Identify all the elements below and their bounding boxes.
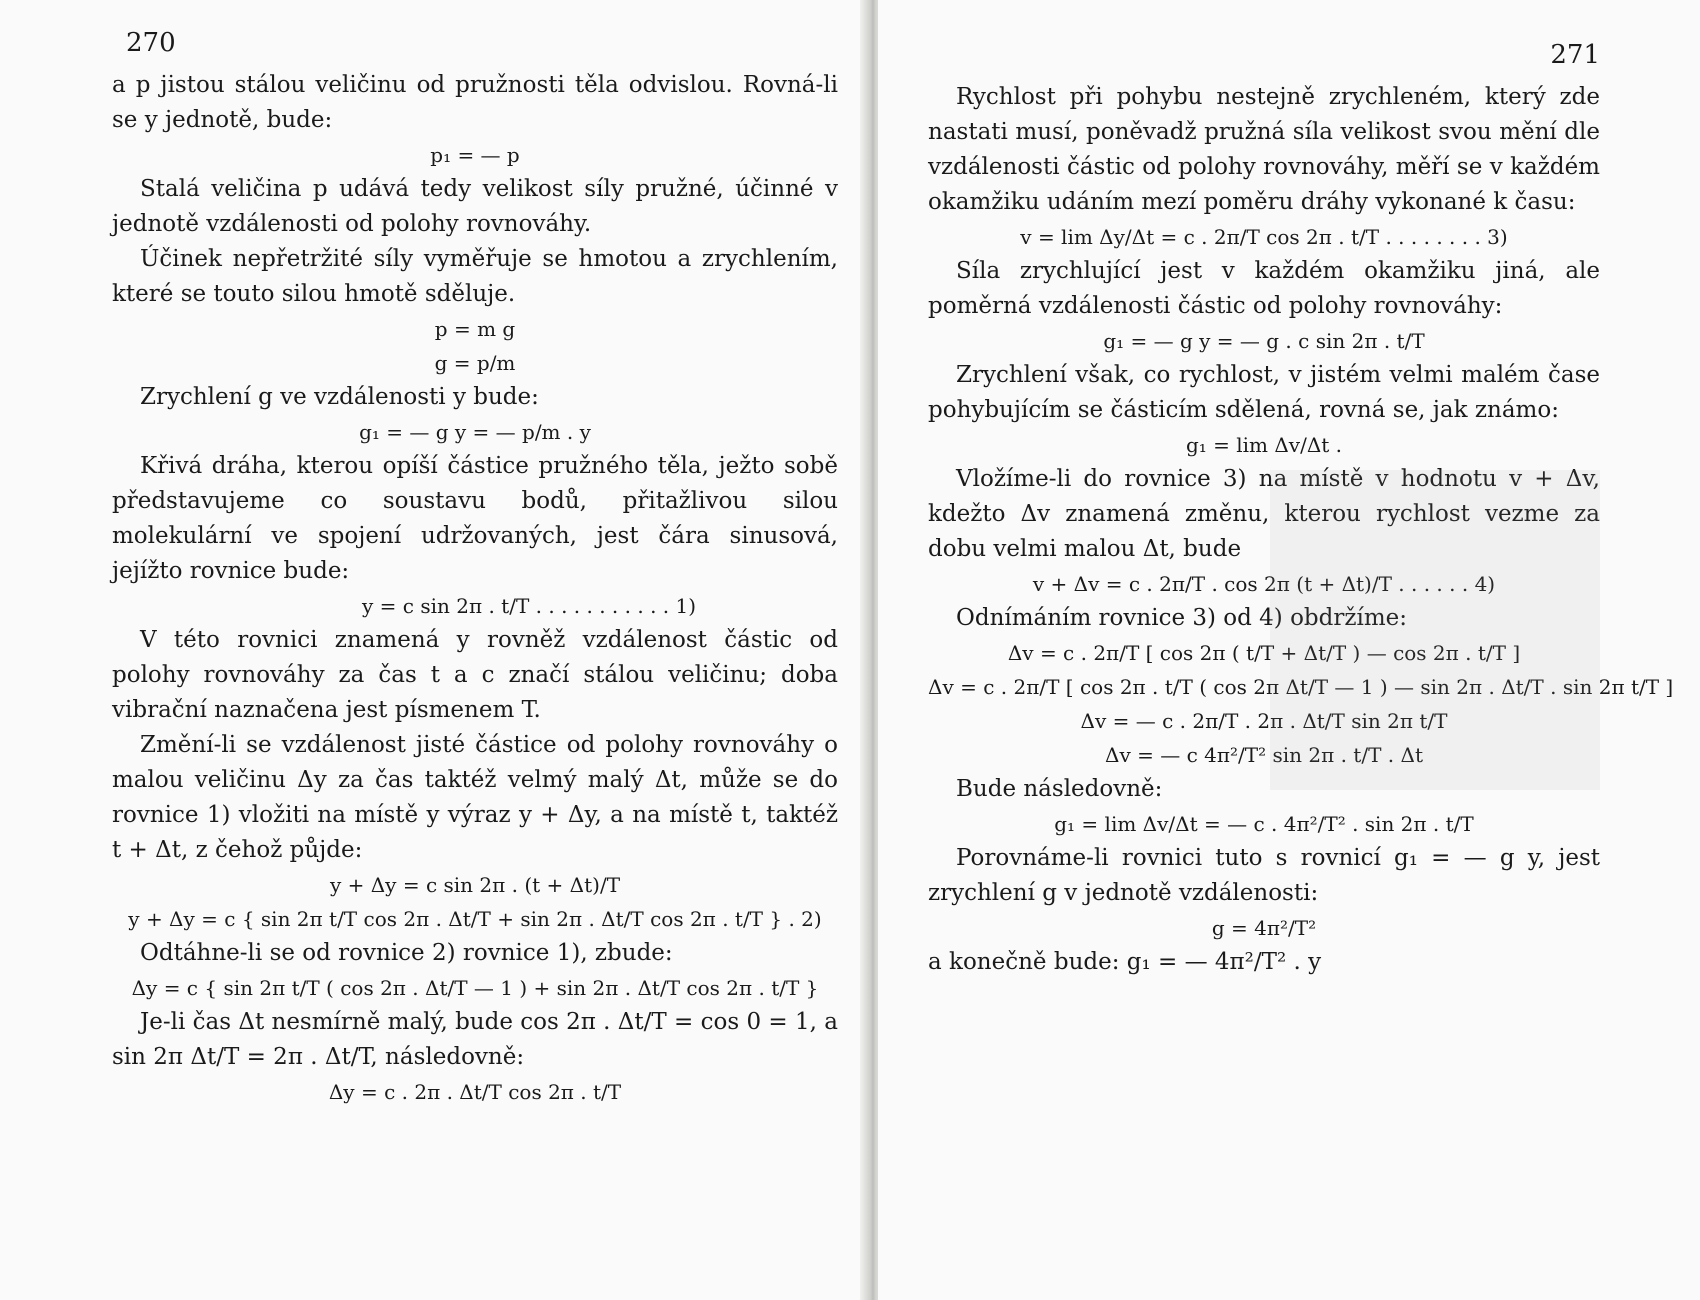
- equation: g₁ = — g y = — g . c sin 2π . t/T: [1103, 329, 1425, 353]
- equation: Δy = c . 2π . Δt/T cos 2π . t/T: [328, 1080, 622, 1104]
- paragraph: a konečně bude: g₁ = — 4π²/T² . y: [928, 949, 1322, 975]
- paragraph: Je-li čas Δt nesmírně malý, bude cos 2π . Δt/T = cos 0 = 1, a sin 2π Δt/T = 2π . Δt/T, následovně:: [112, 1009, 838, 1070]
- paragraph: Křivá dráha, kterou opíší částice pružného těla, ježto sobě představujeme co soustavu bodů, přitažlivou silou molekulární ve spojení udržovaných, jest čára sinusová, jejížto rovnice bude:: [112, 453, 838, 584]
- paragraph: Zrychlení g ve vzdálenosti y bude:: [140, 384, 539, 410]
- equation: Δv = c . 2π/T [ cos 2π . t/T ( cos 2π Δt/T — 1 ) — sin 2π . Δt/T . sin 2π t/T ]: [928, 675, 1674, 699]
- equation: Δv = c . 2π/T [ cos 2π ( t/T + Δt/T ) — cos 2π . t/T ]: [1007, 641, 1521, 665]
- equation: Δy = c { sin 2π t/T ( cos 2π . Δt/T — 1 ) + sin 2π . Δt/T cos 2π . t/T }: [131, 976, 819, 1000]
- equation: g₁ = lim Δv/Δt .: [1185, 433, 1343, 457]
- equation: y + Δy = c sin 2π . (t + Δt)/T: [329, 873, 621, 897]
- page-body: [112, 68, 838, 1109]
- page-discoloration: [1270, 470, 1600, 790]
- paragraph: a p jistou stálou veličinu od pružnosti těla odvislou. Rovná-li se y jednotě, bude:: [112, 72, 838, 133]
- paragraph: Stalá veličina p udává tedy velikost síly pružné, účinné v jednotě vzdálenosti od polohy rovnováhy.: [112, 176, 838, 237]
- paragraph: Zrychlení však, co rychlost, v jistém velmi malém čase pohybujícím se částicím sdělená, rovná se, jak známo:: [928, 362, 1600, 423]
- paragraph: Rychlost při pohybu nestejně zrychleném, který zde nastati musí, poněvadž pružná síla velikost svou mění dle vzdálenosti částic od polohy rovnováhy, měří se v každém okamžiku udáním mezí poměru dráhy vykonané k času:: [928, 84, 1600, 215]
- page-number: 271: [1550, 40, 1600, 70]
- equation: y + Δy = c { sin 2π t/T cos 2π . Δt/T + sin 2π . Δt/T cos 2π . t/T } . 2): [128, 907, 822, 931]
- equation: v = lim Δy/Δt = c . 2π/T cos 2π . t/T . . . . . . . . 3): [1020, 225, 1508, 249]
- paragraph: Bude následovně:: [956, 776, 1163, 802]
- paragraph: Odnímáním rovnice 3) od 4) obdržíme:: [956, 605, 1408, 631]
- equation: v + Δv = c . 2π/T . cos 2π (t + Δt)/T . . . . . . 4): [1032, 572, 1496, 596]
- paragraph: Odtáhne-li se od rovnice 2) rovnice 1), zbude:: [140, 940, 673, 966]
- equation: g = p/m: [434, 351, 516, 375]
- paragraph: Síla zrychlující jest v každém okamžiku jiná, ale poměrná vzdálenosti částic od polohy rovnováhy:: [928, 258, 1600, 319]
- equation: y = c sin 2π . t/T . . . . . . . . . . . 1): [362, 594, 697, 618]
- paragraph: Vložíme-li do rovnice 3) na místě v hodnotu v + Δv, kdežto Δv znamená změnu, kterou rychlost vezme za dobu velmi malou Δt, bude: [928, 466, 1600, 562]
- paragraph: Účinek nepřetržité síly vyměřuje se hmotou a zrychlením, které se touto silou hmotě sděluje.: [112, 246, 838, 307]
- equation: p = m g: [434, 317, 516, 341]
- paragraph: Porovnáme-li rovnici tuto s rovnicí g₁ = — g y, jest zrychlení g v jednotě vzdálenosti:: [928, 845, 1600, 906]
- equation: p₁ = — p: [430, 143, 520, 167]
- equation: g₁ = — g y = — p/m . y: [359, 420, 591, 444]
- equation: g₁ = lim Δv/Δt = — c . 4π²/T² . sin 2π . t/T: [1054, 812, 1474, 836]
- page-number: 270: [126, 28, 176, 58]
- equation: g = 4π²/T²: [1211, 916, 1317, 940]
- equation: Δv = — c . 2π/T . 2π . Δt/T sin 2π t/T: [1080, 709, 1448, 733]
- equation: Δv = — c 4π²/T² sin 2π . t/T . Δt: [1105, 743, 1423, 767]
- paragraph: V této rovnici znamená y rovněž vzdálenost částic od polohy rovnováhy za čas t a c značí stálou veličinu; doba vibrační naznačena jest písmenem T.: [112, 627, 838, 723]
- paragraph: Změní-li se vzdálenost jisté částice od polohy rovnováhy o malou veličinu Δy za čas taktéž velmý malý Δt, může se do rovnice 1) vložiti na místě y výraz y + Δy, a na místě t, taktéž t + Δt, z čehož půjde:: [112, 732, 838, 863]
